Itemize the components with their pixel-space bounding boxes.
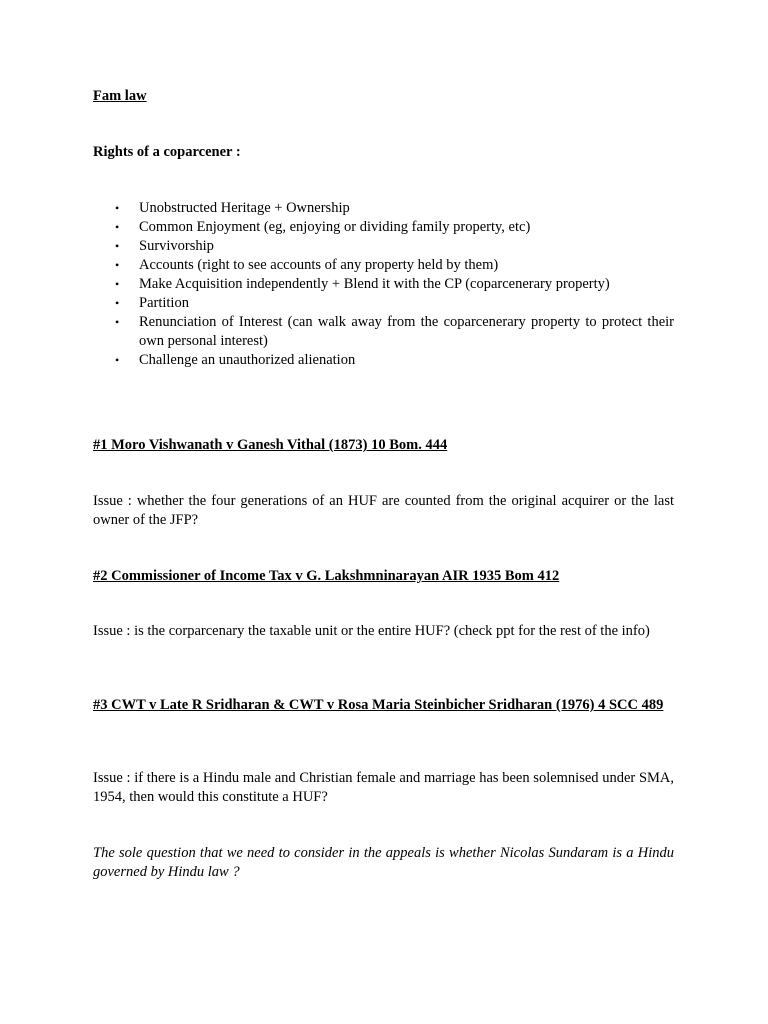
list-item: • Survivorship	[115, 238, 214, 254]
rights-list	[93, 199, 674, 370]
list-item: • Make Acquisition independently + Blend it with the CP (coparcenerary property)	[115, 276, 610, 292]
list-item: • Common Enjoyment (eg, enjoying or dividing family property, etc)	[115, 219, 531, 235]
bullet-icon: •	[115, 353, 120, 367]
bullet-icon: •	[115, 315, 120, 329]
list-item: • Unobstructed Heritage + Ownership	[115, 200, 350, 216]
case-title: #3 CWT v Late R Sridharan & CWT v Rosa Maria Steinbicher Sridharan (1976) 4 SCC 489	[93, 697, 664, 713]
bullet-icon: •	[115, 239, 120, 253]
case-title: #2 Commissioner of Income Tax v G. Lakshmninarayan AIR 1935 Bom 412	[93, 568, 560, 584]
document-title: Fam law	[93, 88, 147, 104]
bullet-icon: •	[115, 201, 120, 215]
list-item: • Partition	[115, 295, 189, 311]
case-quote: The sole question that we need to consider in the appeals is whether Nicolas Sundaram is a Hindu governed by Hindu law ?	[93, 845, 674, 880]
list-item: • Renunciation of Interest (can walk away from the coparcenerary property to protect their own personal interest)	[115, 314, 674, 349]
bullet-icon: •	[115, 296, 120, 310]
case-issue: Issue : is the corparcenary the taxable unit or the entire HUF? (check ppt for the rest of the info)	[93, 623, 650, 639]
rights-heading: Rights of a coparcener :	[93, 144, 241, 160]
case-issue: Issue : if there is a Hindu male and Christian female and marriage has been solemnised under SMA, 1954, then would this constitute a HUF?	[93, 770, 674, 805]
bullet-icon: •	[115, 220, 120, 234]
bullet-icon: •	[115, 277, 120, 291]
bullet-icon: •	[115, 258, 120, 272]
list-item: • Challenge an unauthorized alienation	[115, 352, 356, 368]
list-item: • Accounts (right to see accounts of any property held by them)	[115, 257, 499, 273]
case-issue: Issue : whether the four generations of an HUF are counted from the original acquirer or the last owner of the JFP?	[93, 493, 674, 528]
case-title: #1 Moro Vishwanath v Ganesh Vithal (1873) 10 Bom. 444	[93, 437, 448, 453]
